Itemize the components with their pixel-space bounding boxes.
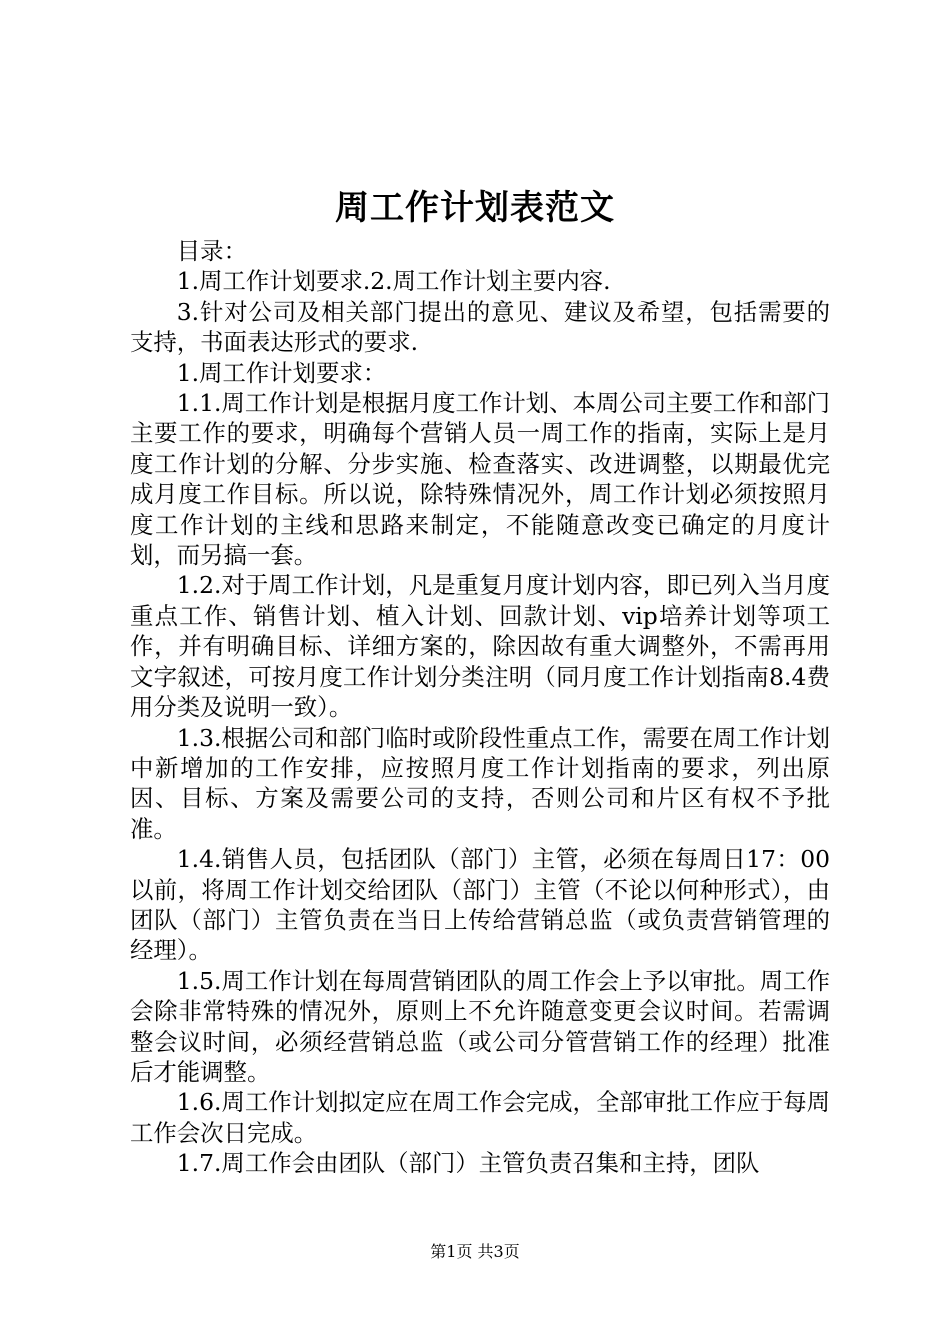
paragraph-toc-line-1: 1.周工作计划要求.2.周工作计划主要内容. [176,267,611,296]
document-title: 周工作计划表范文 [335,188,615,228]
paragraph-1-5: 1.5.周工作计划在每周营销团队的周工作会上予以审批。周工作会除非常特殊的情况外，原则上不允许随意变更会议时间。若需调整会议时间，必须经营销总监（或公司分管营销工作的经理）批准后才能调整。 [130,966,830,1086]
document-body [130,236,830,1179]
paragraph-section-heading: 1.周工作计划要求： [176,358,387,387]
paragraph-toc-line-2: 3.针对公司及相关部门提出的意见、建议及希望，包括需要的支持，书面表达形式的要求. [130,297,830,357]
paragraph-1-4: 1.4.销售人员，包括团队（部门）主管，必须在每周日17：00以前，将周工作计划交给团队（部门）主管（不论以何种形式），由团队（部门）主管负责在当日上传给营销总监（或负责营销管理的经理）。 [130,845,830,965]
paragraph-1-2: 1.2.对于周工作计划，凡是重复月度计划内容，即已列入当月度重点工作、销售计划、植入计划、回款计划、vip培养计划等项工作，并有明确目标、详细方案的，除因故有重大调整外，不需再用文字叙述，可按月度工作计划分类注明（同月度工作计划指南8.4费用分类及说明一致）。 [130,571,830,722]
paragraph-1-6: 1.6.周工作计划拟定应在周工作会完成，全部审批工作应于每周工作会次日完成。 [130,1088,830,1147]
page-footer: 第1页 共3页 [430,1242,520,1261]
paragraph-1-7: 1.7.周工作会由团队（部门）主管负责召集和主持，团队 [176,1149,760,1178]
paragraph-toc-heading: 目录： [176,237,247,265]
paragraph-1-1: 1.1.周工作计划是根据月度工作计划、本周公司主要工作和部门主要工作的要求，明确每个营销人员一周工作的指南，实际上是月度工作计划的分解、分步实施、检查落实、改进调整，以期最优完成月度工作目标。所以说，除特殊情况外，周工作计划必须按照月度工作计划的主线和思路来制定，不能随意改变已确定的月度计划，而另搞一套。 [130,389,830,570]
paragraph-1-3: 1.3.根据公司和部门临时或阶段性重点工作，需要在周工作计划中新增加的工作安排，应按照月度工作计划指南的要求，列出原因、目标、方案及需要公司的支持，否则公司和片区有权不予批准。 [130,723,830,843]
